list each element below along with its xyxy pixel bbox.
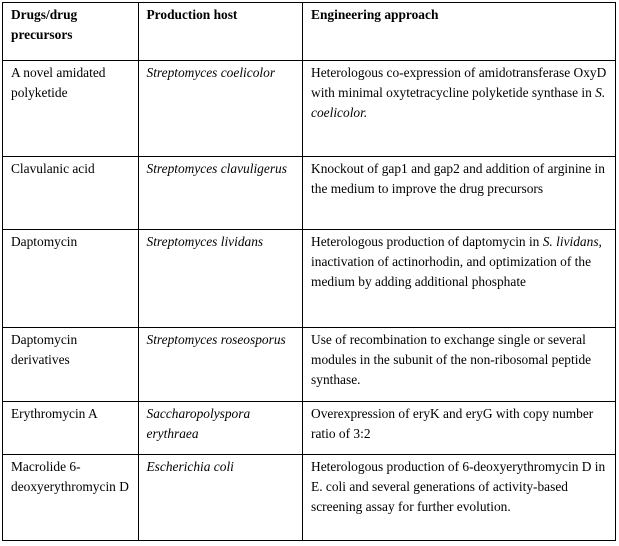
host-cell: Streptomyces coelicolor [138, 61, 303, 157]
host-cell: Saccharopolyspora erythraea [138, 402, 303, 455]
approach-text-post: , inactivation of actinorhodin, and optimization of the medium by adding additional phosphate [311, 234, 602, 289]
header-approach: Engineering approach [303, 3, 616, 61]
approach-cell: Use of recombination to exchange single or several modules in the subunit of the non-ribosomal peptide synthase. [303, 328, 616, 402]
approach-text: Heterologous production of daptomycin in [311, 234, 540, 249]
table-row [3, 402, 616, 455]
host-cell: Streptomyces clavuligerus [138, 157, 303, 230]
drug-cell: Macrolide 6-deoxyerythromycin D [3, 455, 139, 541]
drug-cell: Daptomycin [3, 230, 139, 328]
approach-text: Heterologous co-expression of amidotransferase OxyD with minimal oxytetracycline polyketide synthase in [311, 65, 607, 100]
approach-italic-text: S. lividans [542, 234, 599, 249]
table-row [3, 230, 616, 328]
drug-cell: Erythromycin A [3, 402, 139, 455]
host-cell: Streptomyces roseosporus [138, 328, 303, 402]
approach-cell [303, 61, 616, 157]
drug-cell: Clavulanic acid [3, 157, 139, 230]
table-row [3, 455, 616, 541]
approach-cell: Knockout of gap1 and gap2 and addition of arginine in the medium to improve the drug precursors [303, 157, 616, 230]
header-host: Production host [138, 3, 303, 61]
table-row [3, 157, 616, 230]
table-row [3, 328, 616, 402]
header-row [3, 3, 616, 61]
host-cell: Streptomyces lividans [138, 230, 303, 328]
table-row [3, 61, 616, 157]
drug-production-table [2, 2, 616, 541]
approach-cell: Heterologous production of 6-deoxyerythromycin D in E. coli and several generations of activity-based screening assay for further evolution. [303, 455, 616, 541]
approach-cell [303, 230, 616, 328]
drug-cell: A novel amidated polyketide [3, 61, 139, 157]
approach-cell: Overexpression of eryK and eryG with copy number ratio of 3:2 [303, 402, 616, 455]
host-cell: Escherichia coli [138, 455, 303, 541]
drug-cell: Daptomycin derivatives [3, 328, 139, 402]
approach-italic-text: S. coelicolor. [311, 85, 606, 120]
header-drugs: Drugs/drug precursors [3, 3, 139, 61]
